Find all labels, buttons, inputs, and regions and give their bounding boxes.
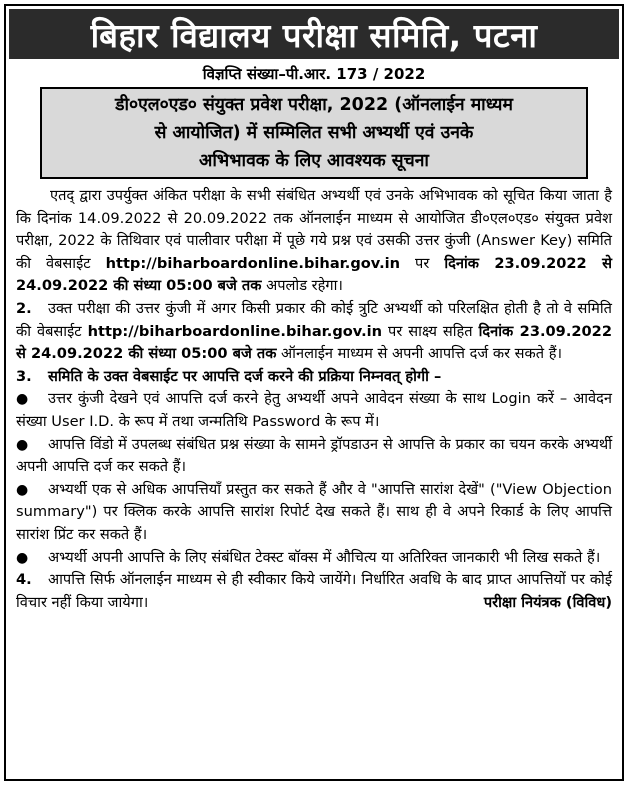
para3-number: 3. <box>16 367 32 385</box>
bullet-item <box>16 479 612 547</box>
subject-box <box>40 87 588 179</box>
para2-url: http://biharboardonline.bihar.gov.in <box>87 322 383 340</box>
notice-page <box>4 4 624 781</box>
bullet-text: अभ्यर्थी अपनी आपत्ति के लिए संबंधित टेक्स्ट बॉक्स में औचित्य या अतिरिक्त जानकारी भी लिख सकते हैं। <box>48 548 601 566</box>
bullet-text: अभ्यर्थी एक से अधिक आपत्तियाँ प्रस्तुत कर सकते हैं और वे "आपत्ति सारांश देखें" ("View Objection summary") पर क्लिक करके आपत्ति सारांश रिपोर्ट देख सकते हैं। साथ ही वे अपने रिकार्ड के लिए आपत्ति सारांश प्रिंट कर सकते हैं। <box>16 480 612 543</box>
para2-text-c: ऑनलाईन माध्यम से अपनी आपत्ति दर्ज कर सकते हैं। <box>276 345 562 363</box>
para1-text-b: पर <box>400 254 445 272</box>
subject-line-2: से आयोजित) में सम्मिलित सभी अभ्यर्थी एवं उनके <box>154 123 474 143</box>
bullet-item <box>16 547 612 570</box>
bullet-icon: ● <box>16 549 29 566</box>
bullet-item <box>16 388 612 433</box>
para1-text-c: अपलोड रहेगा। <box>261 277 343 295</box>
para1-text-a: एतद् द्वारा उपर्युक्त अंकित परीक्षा के सभी संबंधित अभ्यर्थी एवं उनके अभिभावक को सूचित किया जाता है कि दिनांक 14.09.2022 से 20.09.2022 तक ऑनलाईन माध्यम से आयोजित डी०एल०एड० संयुक्त प्रवेश परीक्षा, 2022 के तिथिवार एवं पालीवार परीक्षा में पूछे गये प्रश्न एवं उसकी उत्तर कुंजी (Answer Key) समिति की वेबसाईट <box>16 187 612 272</box>
notice-number: विज्ञप्ति संख्या–पी.आर. 173 / 2022 <box>202 65 426 83</box>
paragraph-2 <box>16 298 612 366</box>
signature: परीक्षा नियंत्रक (विविध) <box>483 593 612 611</box>
para1-url: http://biharboardonline.bihar.gov.in <box>105 254 401 272</box>
paragraph-3 <box>16 366 612 389</box>
bullet-icon: ● <box>16 436 29 453</box>
para2-text-b: पर साक्ष्य सहित <box>382 322 479 340</box>
subject-line-3: अभिभावक के लिए आवश्यक सूचना <box>199 151 429 171</box>
para2-deadline: दिनांक 23.09.2022 से 24.09.2022 की संध्या 05:00 बजे तक <box>16 322 612 363</box>
para2-number: 2. <box>16 299 32 317</box>
para3-heading: समिति के उक्त वेबसाईट पर आपत्ति दर्ज करने की प्रक्रिया निम्नवत् होगी – <box>48 367 442 385</box>
board-title: बिहार विद्यालय परीक्षा समिति, पटना <box>9 9 619 59</box>
subject-line-1: डी०एल०एड० संयुक्त प्रवेश परीक्षा, 2022 (ऑनलाईन माध्यम <box>115 95 513 115</box>
bullet-item <box>16 434 612 479</box>
notice-body <box>16 185 612 614</box>
bullet-text: आपत्ति विंडो में उपलब्ध संबंधित प्रश्न संख्या के सामने ड्रॉपडाउन से आपत्ति के प्रकार का चयन करके अभ्यर्थी अपनी आपत्ति दर्ज कर सकते हैं। <box>16 435 612 476</box>
para4-number: 4. <box>16 571 32 589</box>
bullet-icon: ● <box>16 391 29 408</box>
para2-text-a: उक्त परीक्षा की उत्तर कुंजी में अगर किसी प्रकार की कोई त्रुटि अभ्यर्थी को परिलक्षित होती है तो वे समिति की वेबसाईट <box>16 299 612 340</box>
para1-deadline: दिनांक 23.09.2022 से 24.09.2022 की संध्या 05:00 बजे तक <box>16 254 612 295</box>
bullet-icon: ● <box>16 481 29 498</box>
paragraph-1 <box>16 185 612 298</box>
paragraph-4 <box>16 569 612 614</box>
para4-text: आपत्ति सिर्फ ऑनलाईन माध्यम से ही स्वीकार किये जायेंगे। निर्धारित अवधि के बाद प्राप्त आपत्तियों पर कोई विचार नहीं किया जायेगा। <box>16 571 612 611</box>
bullet-text: उत्तर कुंजी देखने एवं आपत्ति दर्ज करने हेतु अभ्यर्थी अपने आवेदन संख्या के साथ Login करें – आवेदन संख्या User I.D. के रूप में तथा जन्मतिथि Password के रूप में। <box>16 390 612 430</box>
